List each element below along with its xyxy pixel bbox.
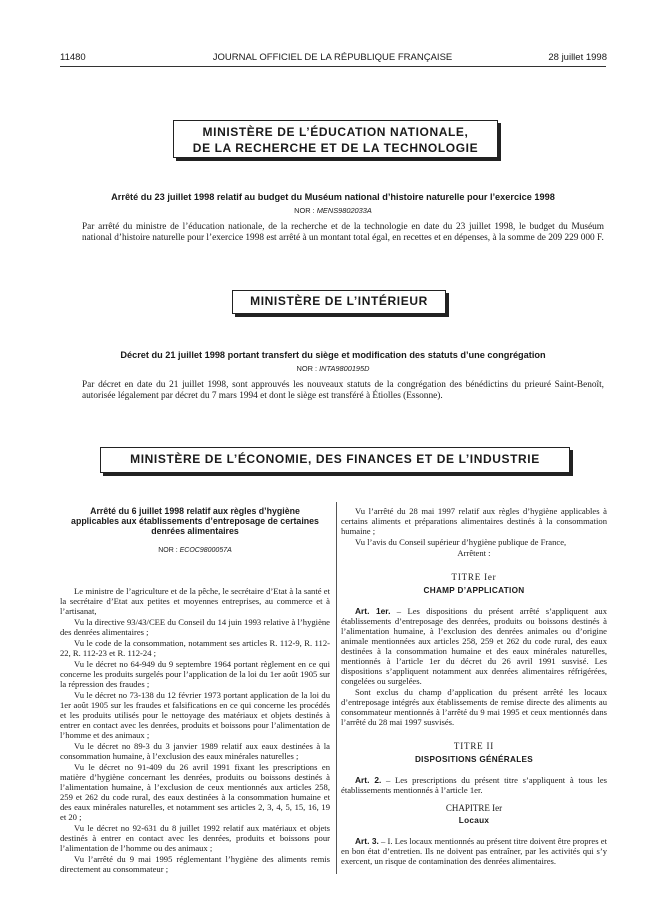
visa-paragraph: Vu le décret no 92-631 du 8 juillet 1992 relatif aux matériaux et objets destinés à entrer en contact avec les denrées, produits et boissons pour l’alimentation de l’homme ou des animaux ;	[60, 823, 330, 853]
ministry-box-interieur: MINISTÈRE DE L’INTÉRIEUR	[232, 290, 446, 314]
chapitre-1: CHAPITRE Ier	[445, 803, 503, 813]
visa-paragraph: Vu l’arrêté du 9 mai 1995 réglementant l’hygiène des aliments remis directement au consommateur ;	[60, 854, 330, 874]
article-1	[341, 606, 607, 686]
right-column	[341, 506, 607, 867]
nor-code: ECOC9800057A	[179, 547, 232, 554]
visa-paragraph: Vu le décret no 89-3 du 3 janvier 1989 relatif aux eaux destinées à la consommation humaine, à l’exclusion des eaux minérales naturelles ;	[60, 741, 330, 761]
visa-paragraph: Vu le décret no 73-138 du 12 février 1973 portant application de la loi du 1er août 1905 sur les fraudes et falsifications en ce qui concerne les procédés et les produits utilisés pour le nettoyage des matériaux et objets destinés à entrer en contact avec les denrées, produits et boissons pour l’alimentation de l’homme et des animaux ;	[60, 690, 330, 740]
arrete-title-hygiene: Arrêté du 6 juillet 1998 relatif aux règles d’hygiène applicables aux établissements d’entreposage de certaines denrées alimentaires	[71, 506, 319, 536]
header-rule	[60, 66, 606, 67]
titre-1-heading: CHAMP D’APPLICATION	[423, 586, 525, 595]
article-3-label: Art. 3.	[355, 836, 379, 846]
visa-paragraph: Vu l’arrêté du 28 mai 1997 relatif aux règles d’hygiène applicables à certains aliments et préparations alimentaires destinés à la consommation humaine ;	[341, 506, 607, 536]
page-number: 11480	[60, 52, 86, 63]
article-2-text: – Les prescriptions du présent titre s’appliquent à tous les établissements mentionnés à l’article 1er.	[341, 775, 607, 795]
ministry-box-economie: MINISTÈRE DE L’ÉCONOMIE, DES FINANCES ET DE L’INDUSTRIE	[100, 447, 570, 473]
nor-reference	[60, 364, 606, 373]
article-1-paragraph-2: Sont exclus du champ d’application du présent arrêté les locaux d’entreposage intégrés aux établissements de remise directe des aliments au consommateur mentionnés à l’arrêté du 9 mai 1995 et ceux mentionnés dans l’arrêté du 28 mai 1997 susvisés.	[341, 687, 607, 727]
arretent-line: Arrêtent :	[457, 548, 491, 558]
visa-paragraph: Vu le code de la consommation, notamment ses articles R. 112-9, R. 112-22, R. 112-23 et R. 112-24 ;	[60, 638, 330, 658]
nor-label: NOR :	[158, 547, 178, 554]
article-2-label: Art. 2.	[355, 775, 382, 785]
nor-code: MENS9802033A	[316, 206, 372, 215]
visa-paragraph: Vu le décret no 64-949 du 9 septembre 1964 portant règlement en ce qui concerne les produits surgelés pour l’application de la loi du 1er août 1905 sur la répression des fraudes ;	[60, 659, 330, 689]
visa-paragraph: Vu la directive 93/43/CEE du Conseil du 14 juin 1993 relative à l’hygiène des denrées alimentaires ;	[60, 617, 330, 637]
article-3	[341, 836, 607, 866]
article-1-label: Art. 1er.	[355, 606, 391, 616]
article-3-text: – I. Les locaux mentionnés au présent titre doivent être propres et en bon état d’entretien. Ils ne doivent pas entraîner, par les activités qui s’y exercent, un risque de contamination des denrées alimentaires.	[341, 836, 607, 866]
titre-2-heading: DISPOSITIONS GÉNÉRALES	[414, 755, 534, 764]
publication-date: 28 juillet 1998	[548, 52, 607, 63]
visa-paragraph: Vu l’avis du Conseil supérieur d’hygiène publique de France,	[355, 537, 567, 547]
visa-paragraph: Le ministre de l’agriculture et de la pêche, le secrétaire d’Etat à la santé et la secrétaire d’Etat aux petites et moyennes entreprises, au commerce et à l’artisanat,	[60, 586, 330, 616]
decret-title-congregation: Décret du 21 juillet 1998 portant transfert du siège et modification des statuts d’une congrégation	[120, 350, 546, 360]
decret-body-congregation: Par décret en date du 21 juillet 1998, sont approuvés les nouveaux statuts de la congrégation des bénédictins du prieuré Saint-Benoît, autorisée légalement par décret du 7 mars 1994 et dont le siège est transféré à Étiolles (Essonne).	[82, 380, 604, 401]
ministry-box-education	[173, 120, 498, 158]
nor-reference	[60, 206, 606, 215]
visa-paragraph: Vu le décret no 91-409 du 26 avril 1991 fixant les prescriptions en matière d’hygiène concernant les denrées, produits ou boissons destinés à l’alimentation humaine, à l’exclusion de ceux mentionnés aux articles 258, 259 et 262 du code rural, des eaux destinées à la consommation humaine et des eaux minérales naturelles, et notamment ses articles 2, 3, 4, 5, 15, 16, 19 et 20 ;	[60, 762, 330, 822]
article-1-text: – Les dispositions du présent arrêté s’appliquent aux établissements d’entreposage des denrées, produits ou boissons destinés à l’alimentation humaine, à l’exclusion des denrées animales ou d’origine animale mentionnées aux articles 258, 259 et 262 du code rural, des eaux destinées à la consommation humaine et des eaux minérales naturelles, mentionnés à l’article 1er du décret du 26 avril 1991 susvisé. Les dispositions s’appliquent notamment aux denrées alimentaires réfrigérées, congelées ou surgelées.	[341, 606, 607, 686]
article-2	[341, 775, 607, 795]
journal-title: JOURNAL OFFICIEL DE LA RÉPUBLIQUE FRANÇAISE	[212, 52, 453, 63]
titre-2: TITRE II	[453, 741, 495, 751]
arrete-body-museum: Par arrêté du ministre de l’éducation nationale, de la recherche et de la technologie en date du 23 juillet 1998, le budget du Muséum national d’histoire naturelle pour l’exercice 1998 est arrêté à un montant total égal, en recettes et en dépenses, à la somme de 209 229 000 F.	[82, 222, 604, 243]
nor-code: INTA9800195D	[319, 364, 370, 373]
chapitre-1-heading: Locaux	[458, 816, 490, 825]
column-divider	[336, 502, 337, 874]
ministry-name-line1: MINISTÈRE DE L’ÉDUCATION NATIONALE,	[202, 125, 469, 139]
nor-label: NOR :	[296, 364, 318, 373]
nor-label: NOR :	[294, 206, 315, 215]
arrete-title-museum: Arrêté du 23 juillet 1998 relatif au budget du Muséum national d’histoire naturelle pour l’exercice 1998	[111, 192, 555, 202]
left-column	[60, 506, 330, 875]
ministry-name-line2: DE LA RECHERCHE ET DE LA TECHNOLOGIE	[192, 141, 479, 155]
titre-1: TITRE Ier	[451, 572, 497, 582]
nor-reference	[60, 546, 330, 556]
